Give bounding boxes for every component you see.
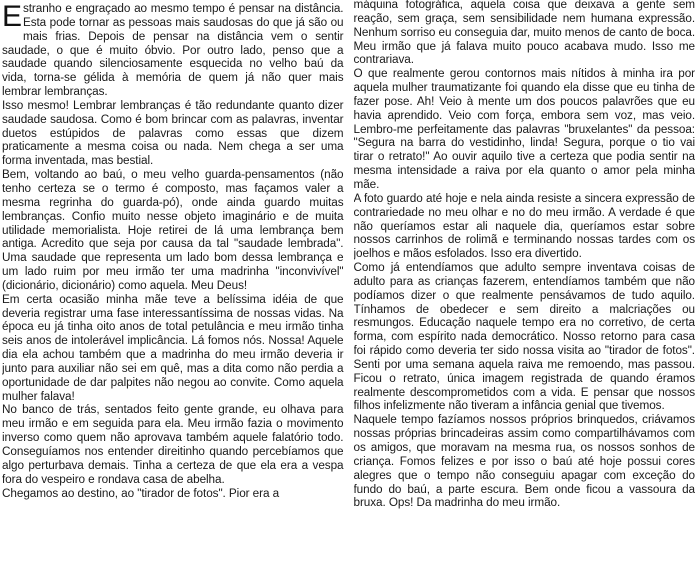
paragraph-text: stranho e engraçado ao mesmo tempo é pensar na distância. Esta pode tornar as pessoas mais saudosas do que já são ou mais frias. Depois de pensar na distância vem o sentir saudade, o que é muito óbvio. Por outro lado, penso que a saudade quando silenciosamente esquecida no velho baú da vida, torna-se gélida à memória de quem já não quer mais lembrar lembranças.	[2, 2, 344, 99]
paragraph: O que realmente gerou contornos mais nítidos à minha ira por aquela mulher traumatizante foi quando ela disse que eu tinha de fazer pose. Ah! Veio à mente um dos poucos palavrões que eu havia aprendido. Veio com força, embora sem voz, mas veio. Lembro-me perfeitamente das palavras "bruxelantes" da pessoa: "Segura na barra do vestidinho, linda! Segura, porque o tio vai tirar o retrato!" Ao ouvir aquilo tive a certeza que podia sentir na mesma intensidade a raiva por ela quanto o amor pela minha mãe.	[353, 67, 695, 191]
left-column	[2, 0, 344, 585]
paragraph: Bem, voltando ao baú, o meu velho guarda-pensamentos (não tenho certeza se o termo é composto, mas façamos valer a mesma regrinha do guarda-pó), onde ainda guardo muitas lembranças. Confio muito nesse objeto imaginário e de muita utilidade memorialista. Hoje retirei de lá uma lembrança bem antiga. Acredito que seja por causa da tal "saudade lembrada". Uma saudade que representa um lado bom dessa lembrança e um lado ruim por meu irmão ter uma madrinha "inconvivível" (dicionário, dicionário) como aquela. Meu Deus!	[2, 168, 344, 292]
paragraph: Em certa ocasião minha mãe teve a belíssima idéia de que deveria registrar uma fase interessantíssima de nossas vidas. Na época eu já tinha oito anos de total petulância e meu irmão tinha seis anos de intolerável implicância. Lá fomos nós. Nossa! Aquele dia ela achou também que a madrinha do meu irmão deveria ir junto para auxiliar não sei em quê, mas a dita como não perdia a oportunidade de dar palpites não negou ao convite. Como aquela mulher falava!	[2, 292, 344, 403]
paragraph: Isso mesmo! Lembrar lembranças é tão redundante quanto dizer saudade saudosa. Como é bom brincar com as palavras, inventar duetos estúpidos de palavras como essas que dizem praticamente a mesma coisa ou nada. Nem chega a ser uma forma inventada, mas bestial.	[2, 98, 344, 168]
paragraph: Como já entendíamos que adulto sempre inventava coisas de adulto para as crianças fazerem, entendíamos também que não podíamos dizer o que realmente pensávamos de tudo aquilo. Tínhamos de obedecer e sem direito a malcriações ou resmungos. Educação naquele tempo era no corretivo, de certa forma, com espírito nada democrático. Nosso retorno para casa foi rápido como deveria ter sido nossa visita ao "tirador de fotos". Senti por uma semana aquela raiva me remoendo, mas passou. Ficou o retrato, única imagem registrada de quando éramos realmente descomprometidos com a vida. E pensar que nossos filhos infelizmente não tiveram a infância genial que tivemos.	[353, 261, 695, 413]
drop-cap: E	[2, 0, 22, 33]
paragraph	[2, 2, 344, 99]
paragraph: máquina fotográfica, aquela coisa que deixava a gente sem reação, sem graça, sem sensibilidade nem humana expressão. Nenhum sorriso eu conseguia dar, muito menos de canto de boca. Meu irmão que já falava muito pouco acabava mudo. Isso me contrariava.	[353, 0, 695, 67]
paragraph: A foto guardo até hoje e nela ainda resiste a sincera expressão de contrariedade no meu olhar e no do meu irmão. A verdade é que não queríamos estar ali naquele dia, queríamos estar sobre nossos carrinhos de rolimã e terminando nossas tardes com os joelhos e mãos esfolados. Isso era divertido.	[353, 191, 695, 261]
paragraph: Chegamos ao destino, ao "tirador de fotos". Pior era a	[2, 486, 280, 500]
right-column	[354, 0, 696, 585]
paragraph: No banco de trás, sentados feito gente grande, eu olhava para meu irmão e em seguida para ela. Meu irmão fazia o movimento inverso como quem não aprovava também aquele falatório todo. Conseguíamos nos entender direitinho quando percebíamos que algo perturbava demais. Tinha a certeza de que ela era a vespa fora do vespeiro e rondava casa de abelha.	[2, 403, 344, 486]
paragraph: Naquele tempo fazíamos nossos próprios brinquedos, criávamos nossas próprias brincadeiras assim como compartilhávamos com os amigos, que moravam na mesma rua, os nossos sonhos de criança. Fomos felizes e por isso o baú até hoje possui cores alegres que o tempo não conseguiu apagar com exceção do fundo do baú, a parte escura. Bem onde ficou a vassoura da bruxa. Ops! Da madrinha do meu irmão.	[353, 413, 695, 510]
